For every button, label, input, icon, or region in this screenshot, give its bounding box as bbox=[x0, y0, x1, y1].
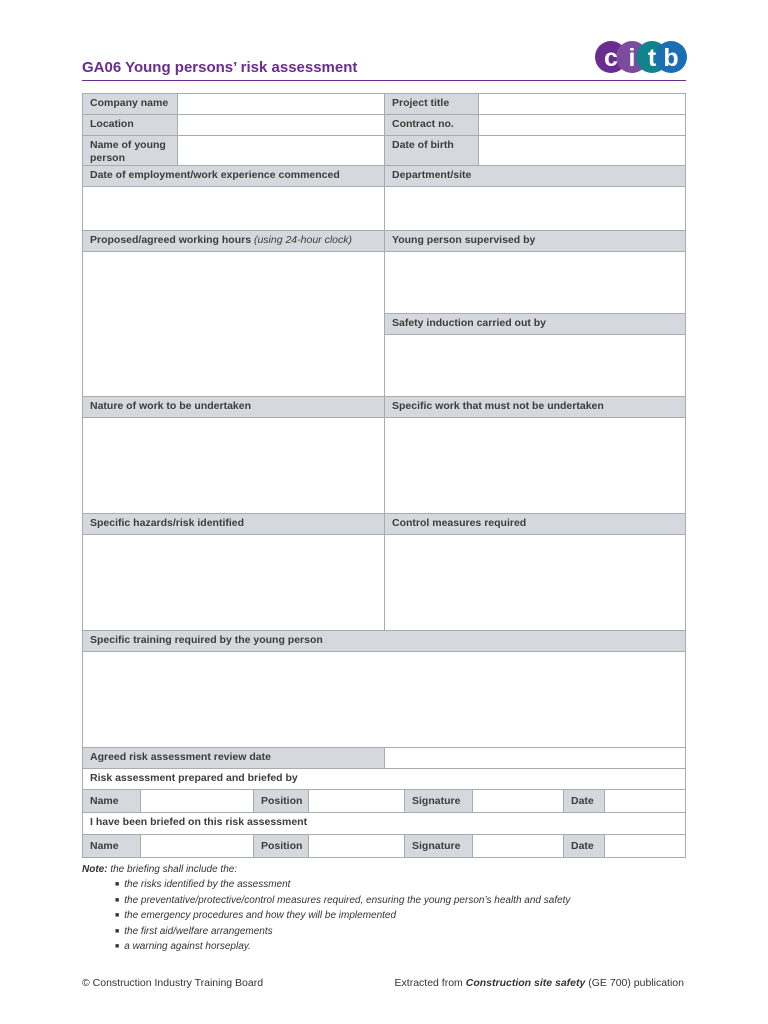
briefed-on-heading: I have been briefed on this risk assessment bbox=[82, 812, 686, 835]
publication-footer: Extracted from Construction site safety (GE 700) publication bbox=[394, 977, 684, 989]
training-label: Specific training required by the young person bbox=[82, 630, 686, 652]
department-site-label: Department/site bbox=[384, 165, 686, 187]
review-date-label: Agreed risk assessment review date bbox=[82, 747, 385, 769]
preparer-signature-field[interactable] bbox=[472, 789, 564, 813]
date-label: Date bbox=[563, 834, 605, 858]
date-of-birth-field[interactable] bbox=[478, 135, 686, 166]
citb-logo bbox=[595, 40, 687, 74]
briefing-note: Note: the briefing shall include the: bbox=[82, 864, 238, 875]
work-not-undertaken-label: Specific work that must not be undertaken bbox=[384, 396, 686, 418]
department-site-field[interactable] bbox=[384, 186, 686, 231]
employment-date-label: Date of employment/work experience commenced bbox=[82, 165, 385, 187]
list-item: ■ the preventative/protective/control measures required, ensuring the young person’s health and safety bbox=[115, 895, 570, 911]
working-hours-hint: (using 24-hour clock) bbox=[253, 234, 352, 246]
project-title-field[interactable] bbox=[478, 93, 686, 115]
briefed-date-field[interactable] bbox=[604, 834, 686, 858]
date-label: Date bbox=[563, 789, 605, 813]
nature-of-work-label: Nature of work to be undertaken bbox=[82, 396, 385, 418]
hazards-label: Specific hazards/risk identified bbox=[82, 513, 385, 535]
preparer-position-field[interactable] bbox=[308, 789, 405, 813]
svg-text:i: i bbox=[628, 44, 636, 72]
list-item: ■ the first aid/welfare arrangements bbox=[115, 926, 570, 942]
work-not-undertaken-field[interactable] bbox=[384, 417, 686, 514]
young-person-name-label: Name of young person bbox=[82, 135, 178, 166]
working-hours-field[interactable] bbox=[82, 251, 385, 397]
working-hours-label: Proposed/agreed working hours (using 24-hour clock) bbox=[82, 230, 385, 252]
contract-no-label: Contract no. bbox=[384, 114, 479, 136]
list-item: ■ a warning against horseplay. bbox=[115, 941, 570, 957]
signature-label: Signature bbox=[404, 834, 473, 858]
young-person-name-field[interactable] bbox=[177, 135, 385, 166]
control-measures-label: Control measures required bbox=[384, 513, 686, 535]
employment-date-field[interactable] bbox=[82, 186, 385, 231]
position-label: Position bbox=[253, 789, 309, 813]
signature-label: Signature bbox=[404, 789, 473, 813]
location-field[interactable] bbox=[177, 114, 385, 136]
location-label: Location bbox=[82, 114, 178, 136]
project-title-label: Project title bbox=[384, 93, 479, 115]
briefed-position-field[interactable] bbox=[308, 834, 405, 858]
nature-of-work-field[interactable] bbox=[82, 417, 385, 514]
position-label: Position bbox=[253, 834, 309, 858]
induction-by-label: Safety induction carried out by bbox=[384, 313, 686, 335]
date-of-birth-label: Date of birth bbox=[384, 135, 479, 166]
training-field[interactable] bbox=[82, 651, 686, 748]
list-item: ■ the emergency procedures and how they will be implemented bbox=[115, 910, 570, 926]
name-label: Name bbox=[82, 834, 141, 858]
company-name-field[interactable] bbox=[177, 93, 385, 115]
copyright-footer: © Construction Industry Training Board bbox=[82, 977, 264, 989]
prepared-by-heading: Risk assessment prepared and briefed by bbox=[82, 768, 686, 790]
briefed-signature-field[interactable] bbox=[472, 834, 564, 858]
list-item: ■ the risks identified by the assessment bbox=[115, 879, 570, 895]
supervised-by-field[interactable] bbox=[384, 251, 686, 314]
svg-text:b: b bbox=[663, 44, 679, 72]
review-date-field[interactable] bbox=[384, 747, 686, 769]
preparer-name-field[interactable] bbox=[140, 789, 254, 813]
supervised-by-label: Young person supervised by bbox=[384, 230, 686, 252]
name-label: Name bbox=[82, 789, 141, 813]
hazards-field[interactable] bbox=[82, 534, 385, 631]
svg-text:t: t bbox=[647, 44, 657, 72]
title-rule bbox=[82, 80, 686, 81]
svg-text:c: c bbox=[604, 44, 618, 72]
briefed-name-field[interactable] bbox=[140, 834, 254, 858]
page-title: GA06 Young persons’ risk assessment bbox=[82, 59, 358, 76]
briefing-list bbox=[115, 879, 570, 957]
company-name-label: Company name bbox=[82, 93, 178, 115]
induction-by-field[interactable] bbox=[384, 334, 686, 397]
control-measures-field[interactable] bbox=[384, 534, 686, 631]
contract-no-field[interactable] bbox=[478, 114, 686, 136]
preparer-date-field[interactable] bbox=[604, 789, 686, 813]
